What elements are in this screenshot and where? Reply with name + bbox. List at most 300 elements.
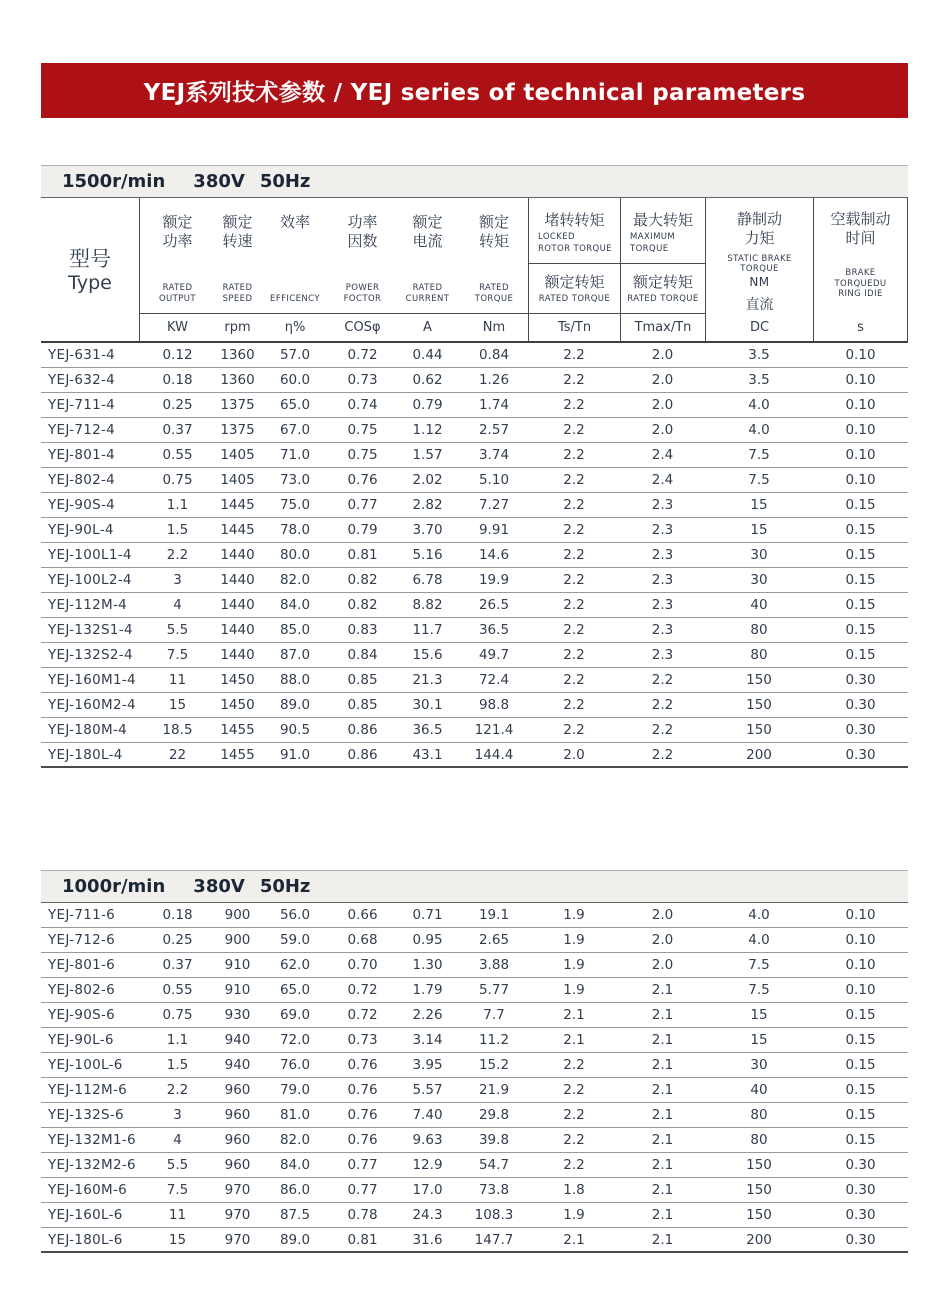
- value-cell: 65.0: [279, 397, 311, 413]
- value-cell: 2.2: [563, 1107, 585, 1123]
- model-cell: YEJ-712-4: [48, 422, 116, 438]
- value-cell: 1.9: [563, 982, 585, 998]
- value-cell: 0.77: [347, 497, 378, 513]
- value-cell: 80.0: [279, 547, 311, 563]
- value-cell: 2.1: [651, 1231, 674, 1248]
- value-cell: 2.1: [651, 982, 674, 998]
- value-cell: 36.5: [478, 622, 510, 638]
- model-cell: YEJ-180L-4: [48, 746, 123, 763]
- model-cell: YEJ-132S2-4: [48, 647, 133, 663]
- value-cell: 2.1: [651, 1082, 674, 1098]
- value-cell: 2.2: [563, 522, 585, 538]
- col-en: FOCTOR: [343, 293, 382, 304]
- section-speed: 1000r/min: [62, 876, 166, 897]
- value-cell: 7.5: [748, 957, 770, 973]
- col-zh: 力矩: [744, 229, 775, 247]
- value-cell: 4: [173, 1132, 182, 1148]
- col-en: RATED TORQUE: [627, 293, 699, 304]
- value-cell: 0.76: [347, 1107, 378, 1123]
- value-cell: 86.0: [279, 1182, 311, 1198]
- table-row: [41, 618, 908, 643]
- value-cell: 0.55: [162, 982, 193, 998]
- value-cell: 84.0: [279, 597, 311, 613]
- table-row: [41, 1178, 908, 1203]
- value-cell: 2.1: [563, 1007, 585, 1023]
- value-cell: 2.2: [651, 697, 674, 713]
- value-cell: 82.0: [279, 1132, 311, 1148]
- value-cell: 0.72: [347, 1007, 378, 1023]
- col-zh: 堵转转矩: [544, 210, 605, 229]
- model-cell: YEJ-100L1-4: [48, 547, 132, 563]
- value-cell: 21.9: [478, 1082, 510, 1098]
- column-header-maximum-torque: [620, 198, 705, 264]
- value-cell: 26.5: [478, 597, 510, 613]
- value-cell: 6.78: [412, 572, 443, 588]
- col-zh: 额定: [222, 213, 253, 231]
- value-cell: 11.2: [478, 1032, 510, 1048]
- value-cell: 2.0: [563, 746, 585, 763]
- value-cell: 0.15: [845, 547, 876, 563]
- section-speed: 1500r/min: [62, 171, 166, 192]
- section-1500rpm: [41, 165, 908, 768]
- unit-tmax-tn: Tmax/Tn: [620, 314, 705, 341]
- value-cell: 15.6: [412, 647, 443, 663]
- value-cell: 2.3: [651, 622, 674, 638]
- value-cell: 15: [168, 697, 187, 713]
- value-cell: 15: [168, 1231, 187, 1248]
- value-cell: 1455: [220, 722, 255, 738]
- section-frequency: 50Hz: [259, 876, 311, 897]
- value-cell: 89.0: [279, 1231, 311, 1248]
- value-cell: 0.10: [845, 397, 876, 413]
- col-en: STATIC BRAKE: [727, 253, 792, 264]
- table-row: [41, 1053, 908, 1078]
- value-cell: 2.1: [651, 1207, 674, 1223]
- value-cell: 2.2: [563, 397, 585, 413]
- col-en: TORQUE: [630, 244, 669, 254]
- value-cell: 2.0: [651, 932, 674, 948]
- value-cell: 40: [750, 597, 768, 613]
- model-cell: YEJ-90L-4: [48, 522, 114, 538]
- value-cell: 0.30: [845, 1207, 876, 1223]
- col-en: NM: [749, 274, 770, 289]
- table-row: [41, 1003, 908, 1028]
- value-cell: 0.79: [412, 397, 443, 413]
- value-cell: 1.12: [412, 422, 443, 438]
- value-cell: 79.0: [279, 1082, 311, 1098]
- value-cell: 87.0: [279, 647, 311, 663]
- value-cell: 0.15: [845, 1007, 876, 1023]
- column-header-rated-speed: [215, 198, 260, 314]
- value-cell: 0.15: [845, 1057, 876, 1073]
- value-cell: 1440: [220, 597, 255, 613]
- value-cell: 2.3: [651, 647, 674, 663]
- value-cell: 0.76: [347, 472, 378, 488]
- value-cell: 7.27: [478, 497, 510, 513]
- table-row: [41, 1103, 908, 1128]
- value-cell: 78.0: [279, 522, 311, 538]
- value-cell: 0.85: [347, 697, 378, 713]
- type-label-en: Type: [68, 271, 112, 294]
- value-cell: 2.0: [651, 907, 674, 923]
- value-cell: 2.82: [412, 497, 443, 513]
- value-cell: 150: [746, 722, 772, 738]
- value-cell: 2.2: [563, 447, 585, 463]
- value-cell: 71.0: [279, 447, 311, 463]
- value-cell: 2.2: [563, 372, 585, 388]
- table-row: [41, 668, 908, 693]
- value-cell: 0.55: [162, 447, 193, 463]
- value-cell: 80: [750, 647, 768, 663]
- table-row: [41, 493, 908, 518]
- value-cell: 0.75: [162, 1007, 193, 1023]
- value-cell: 2.1: [563, 1231, 585, 1248]
- value-cell: 0.15: [845, 522, 876, 538]
- value-cell: 80: [750, 1132, 768, 1148]
- col-zh: 静制动: [736, 210, 782, 228]
- table-row: [41, 393, 908, 418]
- value-cell: 2.1: [651, 1032, 674, 1048]
- col-zh: 因数: [347, 232, 378, 250]
- model-cell: YEJ-160M-6: [48, 1182, 128, 1198]
- table-row: [41, 1028, 908, 1053]
- model-cell: YEJ-712-6: [48, 932, 116, 948]
- value-cell: 80: [750, 1107, 768, 1123]
- value-cell: 60.0: [279, 372, 311, 388]
- value-cell: 0.15: [845, 572, 876, 588]
- value-cell: 15: [750, 497, 768, 513]
- col-zh: 空载制动: [830, 210, 891, 228]
- value-cell: 1.30: [412, 957, 443, 973]
- value-cell: 3.74: [478, 447, 510, 463]
- col-en: MAXIMUM: [630, 231, 676, 242]
- value-cell: 2.1: [651, 1182, 674, 1198]
- value-cell: 0.71: [412, 907, 443, 923]
- model-cell: YEJ-801-4: [48, 447, 116, 463]
- value-cell: 88.0: [279, 672, 311, 688]
- col-en: CURRENT: [405, 293, 450, 304]
- column-header-type: [41, 198, 140, 341]
- value-cell: 5.10: [478, 472, 510, 488]
- value-cell: 7.5: [166, 647, 189, 663]
- col-en: RATED TORQUE: [538, 293, 611, 304]
- value-cell: 0.74: [347, 397, 378, 413]
- value-cell: 17.0: [412, 1182, 443, 1198]
- value-cell: 1.8: [563, 1182, 585, 1198]
- value-cell: 2.0: [651, 397, 674, 413]
- value-cell: 0.15: [845, 1107, 876, 1123]
- col-zh: 功率: [162, 232, 193, 250]
- value-cell: 200: [746, 1231, 772, 1248]
- table-row: [41, 1128, 908, 1153]
- value-cell: 59.0: [279, 932, 311, 948]
- value-cell: 2.1: [651, 1007, 674, 1023]
- value-cell: 0.76: [347, 1132, 378, 1148]
- value-cell: 0.37: [162, 957, 193, 973]
- col-zh: 效率: [279, 213, 310, 231]
- column-header-efficiency: [260, 198, 330, 314]
- value-cell: 900: [224, 907, 251, 923]
- value-cell: 150: [746, 697, 772, 713]
- value-cell: 1.1: [166, 1032, 189, 1048]
- table-row: [41, 903, 908, 928]
- value-cell: 0.30: [845, 722, 876, 738]
- column-header-rated-current: [395, 198, 460, 314]
- value-cell: 960: [224, 1132, 251, 1148]
- table-row: [41, 568, 908, 593]
- value-cell: 0.86: [347, 746, 378, 763]
- value-cell: 0.18: [162, 907, 193, 923]
- value-cell: 2.2: [166, 1082, 189, 1098]
- value-cell: 2.2: [651, 746, 674, 763]
- value-cell: 0.15: [845, 1082, 876, 1098]
- value-cell: 2.3: [651, 522, 674, 538]
- model-cell: YEJ-180M-4: [48, 722, 128, 738]
- model-cell: YEJ-100L2-4: [48, 572, 132, 588]
- table-body-1500rpm: [41, 343, 908, 768]
- column-header-power-factor: [330, 198, 395, 314]
- value-cell: 5.16: [412, 547, 443, 563]
- value-cell: 81.0: [279, 1107, 311, 1123]
- section-bar: [41, 165, 908, 198]
- unit-kw: KW: [167, 320, 188, 335]
- value-cell: 7.5: [166, 1182, 189, 1198]
- value-cell: 1375: [220, 397, 255, 413]
- value-cell: 1.9: [563, 1207, 585, 1223]
- value-cell: 3.88: [478, 957, 510, 973]
- table-row: [41, 743, 908, 768]
- value-cell: 15.2: [478, 1057, 510, 1073]
- value-cell: 36.5: [412, 722, 443, 738]
- value-cell: 30: [750, 1057, 768, 1073]
- value-cell: 4.0: [748, 907, 770, 923]
- value-cell: 1.5: [166, 1057, 189, 1073]
- value-cell: 2.2: [563, 497, 585, 513]
- value-cell: 7.40: [412, 1107, 443, 1123]
- value-cell: 930: [224, 1007, 251, 1023]
- value-cell: 900: [224, 932, 251, 948]
- value-cell: 2.2: [563, 472, 585, 488]
- value-cell: 0.73: [347, 372, 378, 388]
- col-zh: 电流: [412, 232, 443, 250]
- subheader-rated-torque: [620, 264, 705, 314]
- col-zh: 额定转矩: [632, 272, 693, 291]
- table-row: [41, 343, 908, 368]
- value-cell: 0.82: [347, 597, 378, 613]
- value-cell: 4.0: [748, 397, 770, 413]
- value-cell: 7.7: [483, 1007, 505, 1023]
- table-row: [41, 718, 908, 743]
- value-cell: 73.0: [279, 472, 311, 488]
- value-cell: 40: [750, 1082, 768, 1098]
- value-cell: 2.2: [563, 722, 585, 738]
- value-cell: 87.5: [279, 1207, 311, 1223]
- value-cell: 85.0: [279, 622, 311, 638]
- value-cell: 69.0: [279, 1007, 311, 1023]
- value-cell: 2.65: [478, 932, 510, 948]
- value-cell: 1440: [220, 547, 255, 563]
- value-cell: 11: [168, 672, 187, 688]
- value-cell: 0.68: [347, 932, 378, 948]
- value-cell: 2.2: [563, 647, 585, 663]
- value-cell: 8.82: [412, 597, 443, 613]
- value-cell: 970: [224, 1231, 251, 1248]
- col-zh: 转矩: [478, 232, 509, 250]
- table-row: [41, 593, 908, 618]
- value-cell: 150: [746, 1207, 772, 1223]
- value-cell: 5.77: [478, 982, 510, 998]
- value-cell: 0.78: [347, 1207, 378, 1223]
- col-en: RATED: [162, 283, 193, 293]
- value-cell: 970: [224, 1207, 251, 1223]
- value-cell: 12.9: [412, 1157, 443, 1173]
- value-cell: 0.30: [845, 1157, 876, 1173]
- value-cell: 0.73: [347, 1032, 378, 1048]
- value-cell: 1450: [220, 672, 255, 688]
- value-cell: 0.30: [845, 1182, 876, 1198]
- value-cell: 15: [750, 1032, 768, 1048]
- value-cell: 1.57: [412, 447, 443, 463]
- value-cell: 91.0: [279, 746, 311, 763]
- unit-efficiency: η%: [284, 320, 306, 335]
- value-cell: 76.0: [279, 1057, 311, 1073]
- value-cell: 0.44: [412, 347, 443, 363]
- value-cell: 0.66: [347, 907, 378, 923]
- col-en: SPEED: [222, 293, 253, 304]
- value-cell: 0.30: [845, 697, 876, 713]
- value-cell: 1405: [220, 447, 255, 463]
- value-cell: 2.3: [651, 572, 674, 588]
- value-cell: 1455: [220, 746, 255, 763]
- model-cell: YEJ-90L-6: [48, 1032, 114, 1048]
- value-cell: 1360: [220, 347, 255, 363]
- value-cell: 1.26: [478, 372, 510, 388]
- value-cell: 1445: [220, 497, 255, 513]
- column-header-locked-rotor-torque: [528, 198, 620, 264]
- value-cell: 67.0: [279, 422, 311, 438]
- value-cell: 970: [224, 1182, 251, 1198]
- value-cell: 0.62: [412, 372, 443, 388]
- value-cell: 0.81: [347, 1231, 378, 1248]
- value-cell: 0.15: [845, 1032, 876, 1048]
- value-cell: 0.76: [347, 1057, 378, 1073]
- value-cell: 72.4: [478, 672, 510, 688]
- col-zh: 直流: [745, 297, 774, 314]
- table-row: [41, 1228, 908, 1253]
- value-cell: 3.95: [412, 1057, 443, 1073]
- value-cell: 2.0: [651, 372, 674, 388]
- value-cell: 2.26: [412, 1007, 443, 1023]
- value-cell: 2.2: [563, 697, 585, 713]
- value-cell: 30: [750, 547, 768, 563]
- value-cell: 940: [224, 1057, 251, 1073]
- value-cell: 2.2: [166, 547, 189, 563]
- value-cell: 2.2: [651, 722, 674, 738]
- col-zh: 额定: [162, 213, 193, 231]
- value-cell: 0.15: [845, 1132, 876, 1148]
- col-en: BRAKE: [845, 268, 876, 279]
- col-zh: 额定: [412, 213, 443, 231]
- value-cell: 30: [750, 572, 768, 588]
- col-en: ROTOR TORQUE: [538, 244, 612, 254]
- value-cell: 0.10: [845, 447, 876, 463]
- value-cell: 2.02: [412, 472, 443, 488]
- model-cell: YEJ-180L-6: [48, 1231, 123, 1248]
- value-cell: 72.0: [279, 1032, 311, 1048]
- value-cell: 2.1: [651, 1157, 674, 1173]
- value-cell: 0.30: [845, 1231, 876, 1248]
- value-cell: 0.83: [347, 622, 378, 638]
- value-cell: 49.7: [478, 647, 510, 663]
- model-cell: YEJ-132S1-4: [48, 622, 133, 638]
- model-cell: YEJ-112M-6: [48, 1082, 128, 1098]
- value-cell: 9.91: [478, 522, 510, 538]
- col-zh: 时间: [845, 229, 876, 247]
- value-cell: 3.70: [412, 522, 443, 538]
- col-zh: 额定: [478, 213, 509, 231]
- value-cell: 2.4: [651, 472, 674, 488]
- value-cell: 0.72: [347, 982, 378, 998]
- table-row: [41, 928, 908, 953]
- value-cell: 3.5: [748, 347, 770, 363]
- value-cell: 18.5: [162, 722, 193, 738]
- unit-seconds: s: [857, 320, 864, 335]
- model-cell: YEJ-90S-6: [48, 1007, 116, 1023]
- value-cell: 0.10: [845, 907, 876, 923]
- value-cell: 2.2: [563, 1157, 585, 1173]
- value-cell: 31.6: [412, 1231, 443, 1248]
- value-cell: 5.5: [166, 1157, 189, 1173]
- page-title: YEJ系列技术参数 / YEJ series of technical parameters: [143, 80, 806, 106]
- value-cell: 14.6: [478, 547, 510, 563]
- value-cell: 56.0: [279, 907, 311, 923]
- value-cell: 960: [224, 1107, 251, 1123]
- value-cell: 4.0: [748, 932, 770, 948]
- value-cell: 1.9: [563, 907, 585, 923]
- value-cell: 1450: [220, 697, 255, 713]
- value-cell: 0.76: [347, 1082, 378, 1098]
- value-cell: 0.70: [347, 957, 378, 973]
- table-row: [41, 368, 908, 393]
- value-cell: 0.95: [412, 932, 443, 948]
- value-cell: 0.10: [845, 957, 876, 973]
- value-cell: 2.3: [651, 597, 674, 613]
- value-cell: 0.84: [478, 347, 510, 363]
- section-bar: [41, 870, 908, 903]
- value-cell: 7.5: [748, 982, 770, 998]
- value-cell: 2.2: [563, 672, 585, 688]
- value-cell: 0.75: [162, 472, 193, 488]
- section-voltage: 380V: [193, 876, 245, 897]
- table-row: [41, 543, 908, 568]
- value-cell: 3.5: [748, 372, 770, 388]
- value-cell: 0.30: [845, 672, 876, 688]
- value-cell: 1360: [220, 372, 255, 388]
- value-cell: 2.3: [651, 547, 674, 563]
- value-cell: 960: [224, 1157, 251, 1173]
- model-cell: YEJ-160L-6: [48, 1207, 123, 1223]
- value-cell: 2.0: [651, 422, 674, 438]
- value-cell: 2.2: [563, 597, 585, 613]
- col-en: RING IDIE: [838, 289, 883, 300]
- value-cell: 0.15: [845, 622, 876, 638]
- value-cell: 0.25: [162, 397, 193, 413]
- value-cell: 1445: [220, 522, 255, 538]
- value-cell: 43.1: [412, 746, 443, 763]
- col-en: LOCKED: [538, 231, 575, 242]
- model-cell: YEJ-90S-4: [48, 497, 116, 513]
- value-cell: 1375: [220, 422, 255, 438]
